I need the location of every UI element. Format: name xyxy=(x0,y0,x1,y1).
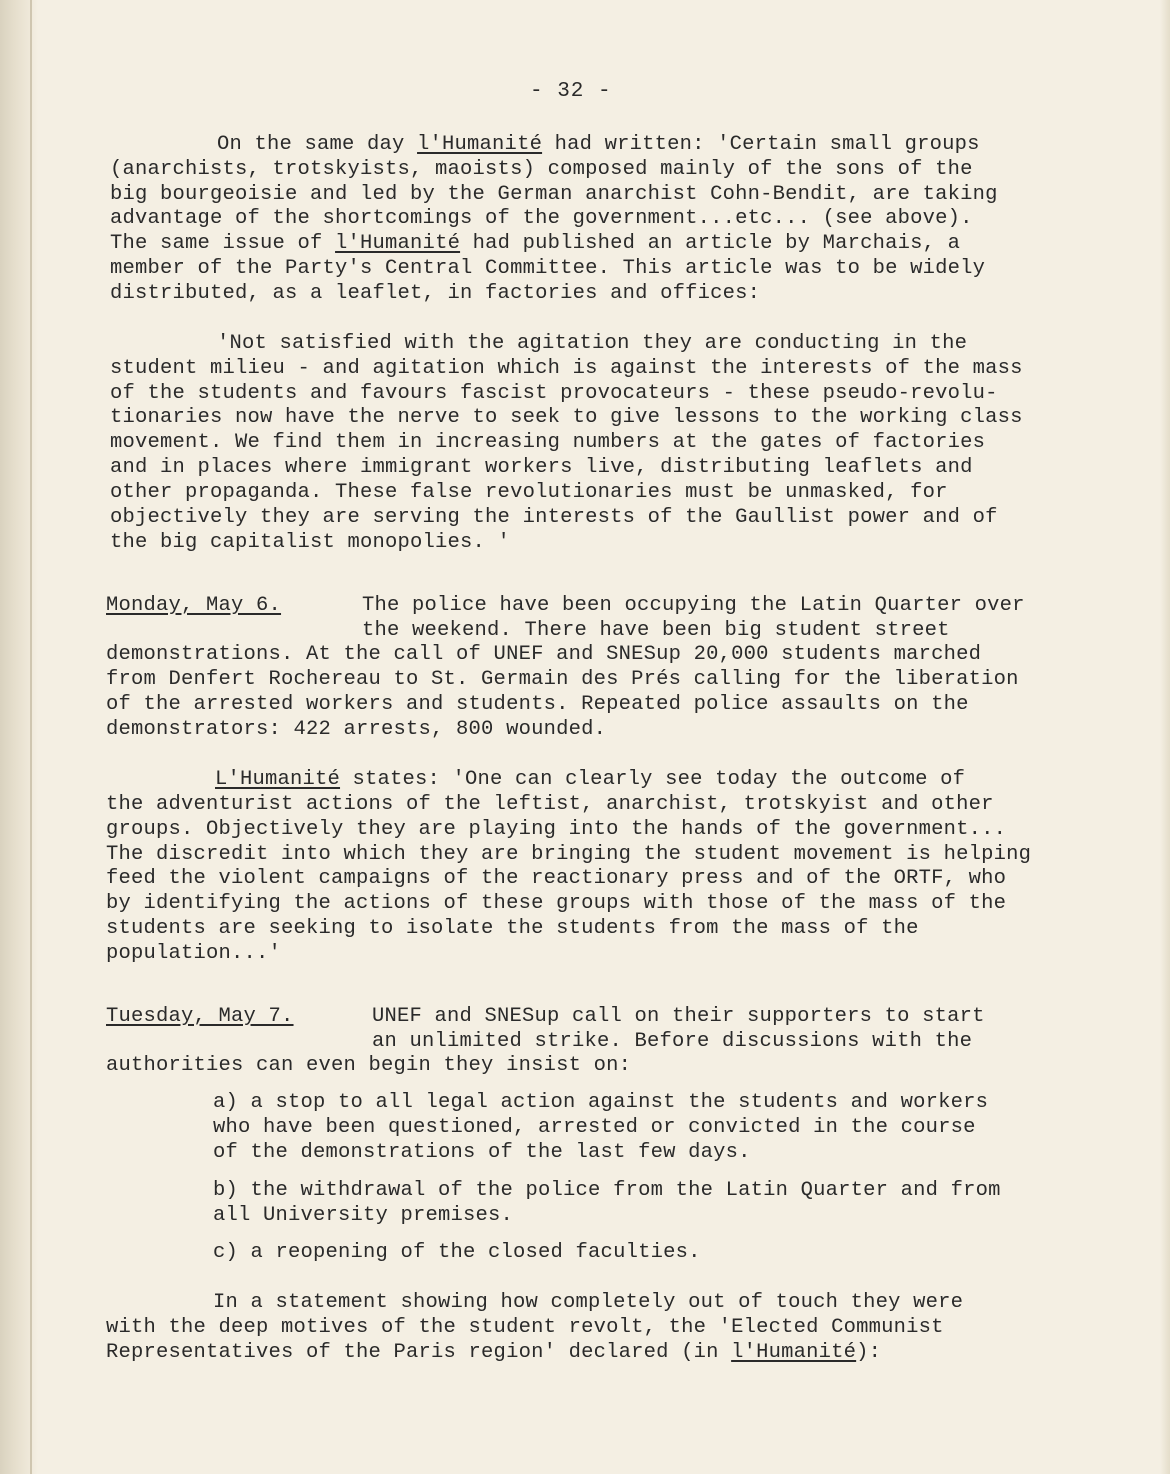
tuesday-line: authorities can even begin they insist on: xyxy=(106,1054,632,1077)
quote2-line: The discredit into which they are bringing the student movement is helping xyxy=(106,843,1032,866)
closing-line: Representatives of the Paris region' declared (in l'Humanité): xyxy=(106,1341,882,1364)
demand-item-b: all University premises. xyxy=(213,1204,514,1227)
para1-line: distributed, as a leaflet, in factories and offices: xyxy=(110,282,761,305)
page-right-edge xyxy=(1160,0,1170,1474)
demand-item-c: c) a reopening of the closed faculties. xyxy=(213,1241,701,1264)
para1-line: advantage of the shortcomings of the government...etc... (see above). xyxy=(110,207,973,230)
tuesday-line: an unlimited strike. Before discussions with the xyxy=(372,1030,973,1053)
demand-item-a: of the demonstrations of the last few days. xyxy=(213,1141,751,1164)
page-number: - 32 - xyxy=(530,80,612,103)
quote2-line: groups. Objectively they are playing into the hands of the government... xyxy=(106,818,1007,841)
monday-line: of the arrested workers and students. Repeated police assaults on the xyxy=(106,693,969,716)
monday-line: demonstrations. At the call of UNEF and SNESup 20,000 students marched xyxy=(106,643,982,666)
quote2-line: L'Humanité states: 'One can clearly see today the outcome of xyxy=(215,768,966,791)
demand-item-a: who have been questioned, arrested or convicted in the course xyxy=(213,1116,976,1139)
demand-item-b: b) the withdrawal of the police from the Latin Quarter and from xyxy=(213,1179,1001,1202)
tuesday-line: UNEF and SNESup call on their supporters to start xyxy=(372,1005,985,1028)
para1-line: The same issue of l'Humanité had published an article by Marchais, a xyxy=(110,232,961,255)
quote2-line: the adventurist actions of the leftist, anarchist, trotskyist and other xyxy=(106,793,994,816)
quote1-line: the big capitalist monopolies. ' xyxy=(110,531,511,554)
quote2-line: feed the violent campaigns of the reactionary press and of the ORTF, who xyxy=(106,867,1007,890)
quote1-line: other propaganda. These false revolutionaries must be unmasked, for xyxy=(110,481,948,504)
para1-line: On the same day l'Humanité had written: 'Certain small groups xyxy=(217,133,980,156)
demand-item-a: a) a stop to all legal action against the students and workers xyxy=(213,1091,989,1114)
quote1-line: student milieu - and agitation which is against the interests of the mass xyxy=(110,357,1023,380)
quote1-line: of the students and favours fascist provocateurs - these pseudo-revolu- xyxy=(110,382,998,405)
quote1-line: tionaries now have the nerve to seek to give lessons to the working class xyxy=(110,406,1023,429)
monday-line: the weekend. There have been big student street xyxy=(362,619,950,642)
para1-line: (anarchists, trotskyists, maoists) composed mainly of the sons of the xyxy=(110,158,973,181)
quote2-line: by identifying the actions of these groups with those of the mass of the xyxy=(106,892,1007,915)
quote1-line: movement. We find them in increasing numbers at the gates of factories xyxy=(110,431,986,454)
quote1-line: and in places where immigrant workers live, distributing leaflets and xyxy=(110,456,973,479)
quote1-line: 'Not satisfied with the agitation they are conducting in the xyxy=(217,332,968,355)
quote1-line: objectively they are serving the interests of the Gaullist power and of xyxy=(110,506,998,529)
quote2-line: population...' xyxy=(106,942,282,965)
binding-line xyxy=(30,0,32,1474)
para1-line: member of the Party's Central Committee. This article was to be widely xyxy=(110,257,986,280)
monday-line: from Denfert Rochereau to St. Germain des Prés calling for the liberation xyxy=(106,668,1019,691)
monday-heading: Monday, May 6. xyxy=(106,594,282,617)
binding-edge xyxy=(0,0,38,1474)
quote2-line: students are seeking to isolate the students from the mass of the xyxy=(106,917,919,940)
tuesday-heading: Tuesday, May 7. xyxy=(106,1005,294,1028)
monday-line: demonstrators: 422 arrests, 800 wounded. xyxy=(106,718,607,741)
closing-line: In a statement showing how completely out of touch they were xyxy=(213,1291,964,1314)
para1-line: big bourgeoisie and led by the German anarchist Cohn-Bendit, are taking xyxy=(110,183,998,206)
monday-line: The police have been occupying the Latin Quarter over xyxy=(362,594,1025,617)
closing-line: with the deep motives of the student revolt, the 'Elected Communist xyxy=(106,1316,944,1339)
